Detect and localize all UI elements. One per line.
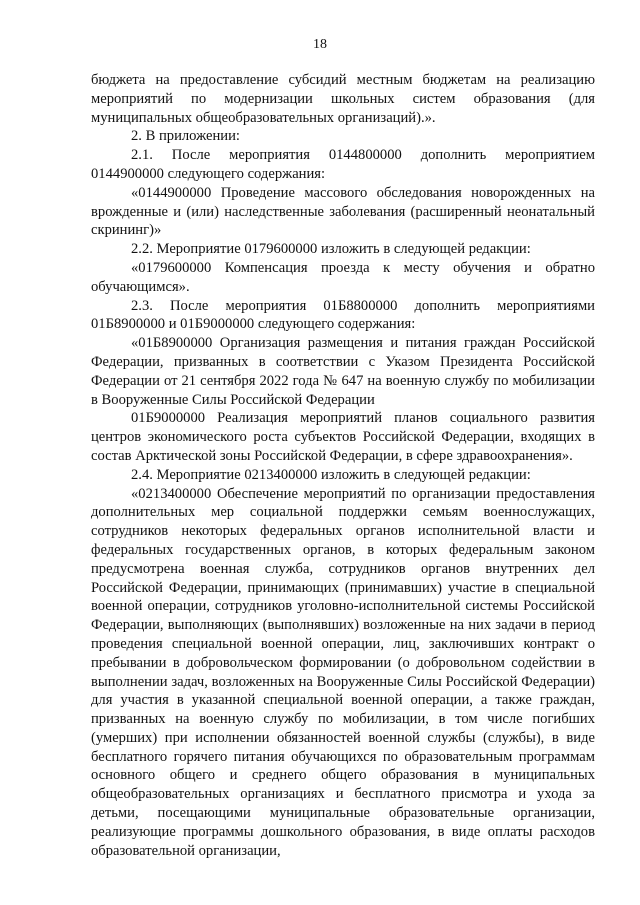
paragraph-01B9000000: 01Б9000000 Реализация мероприятий планов социального развития центров экономического роста субъектов Российской Федерации, входящих в состав Арктической зоны Российской Федерации, в сфере здравоохранения».: [91, 410, 595, 464]
paragraph-0144900000: «0144900000 Проведение массового обследования новорожденных на врожденные и (или) наследственные заболевания (расширенный неонатальный скрининг)»: [91, 184, 595, 239]
paragraph-2-1: 2.1. После мероприятия 0144800000 дополнить мероприятием 0144900000 следующего содержания:: [91, 147, 595, 182]
paragraph-2-4: 2.4. Мероприятие 0213400000 изложить в следующей редакции:: [131, 466, 531, 483]
paragraph-0213400000: «0213400000 Обеспечение мероприятий по организации предоставления дополнительных мер социальной поддержки семьям военнослужащих, сотрудников некоторых федеральных органов исполнительной власти и федеральных государственных органов, в которых федеральным законом предусмотрена военная служба, сотрудников органов внутренних дел Российской Федерации, принимающих (принимавших) участие в специальной военной операции, сотрудников уголовно-исполнительной системы Российской Федерации, выполняющих (выполнявших) возложенные на них задачи в период проведения специальной военной операции, лиц, заключивших контракт о пребывании в добровольческом формировании (о добровольном содействии в выполнении задач, возложенных на Вооруженные Силы Российской Федерации) для участия в указанной специальной военной операции, а также граждан, призванных на военную службу по мобилизации, в том числе погибших (умерших) при исполнении обязанностей военной службы (службы), в виде бесплатного горячего питания обучающихся по образовательным программам основного общего и среднего общего образования в муниципальных общеобразовательных организациях и бесплатного присмотра и ухода за детьми, посещающими муниципальные образовательные организации, реализующие программы дошкольного образования, в виде оплаты расходов образовательной организации,: [91, 485, 595, 859]
page-number: 18: [313, 37, 327, 52]
paragraph-2-3: 2.3. После мероприятия 01Б8800000 дополнить мероприятиями 01Б8900000 и 01Б9000000 следующего содержания:: [91, 297, 595, 333]
paragraph-0179600000: «0179600000 Компенсация проезда к месту обучения и обратно обучающимся».: [91, 259, 595, 295]
paragraph-continuation: бюджета на предоставление субсидий местным бюджетам на реализацию мероприятий по модернизации школьных систем образования (для муниципальных общеобразовательных организаций).».: [91, 72, 595, 126]
paragraph-2-2: 2.2. Мероприятие 0179600000 изложить в следующей редакции:: [131, 241, 531, 258]
document-body: [91, 71, 595, 860]
paragraph-01B8900000: «01Б8900000 Организация размещения и питания граждан Российской Федерации, призванных в соответствии с Указом Президента Российской Федерации от 21 сентября 2022 года № 647 на военную службу по мобилизации в Вооруженные Силы Российской Федерации: [91, 335, 595, 408]
paragraph-section-2: 2. В приложении:: [131, 128, 240, 145]
